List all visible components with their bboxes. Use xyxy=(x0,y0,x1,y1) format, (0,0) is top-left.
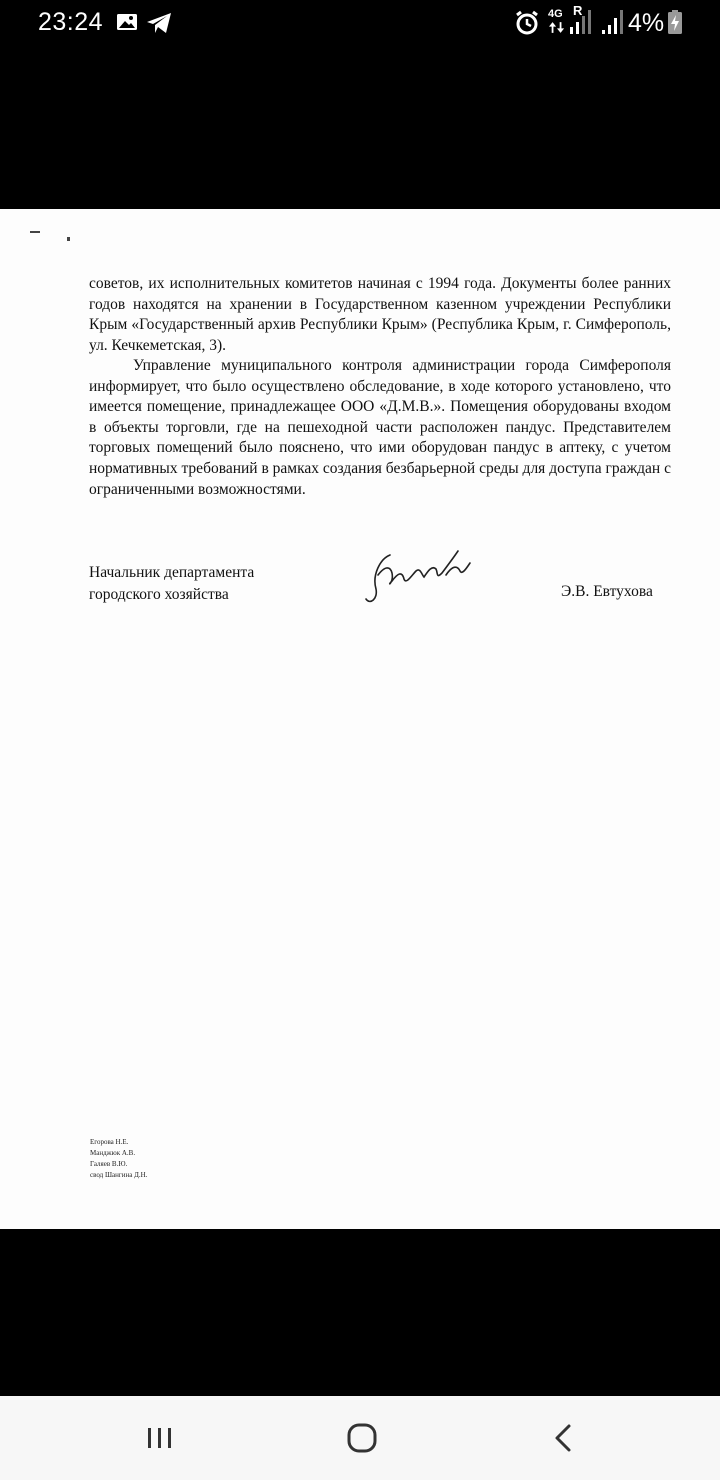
recent-apps-icon xyxy=(140,1420,180,1456)
executor-name: Манджюк А.В. xyxy=(90,1149,136,1157)
position-line: Начальник департамента xyxy=(89,564,255,581)
paragraph-text: Управление муниципального контроля администрации города Симферополя информирует, что было осуществлено обследование, в ходе которого установлено, что имеется помещение, принадлежащее ООО «Д.М.В.». Помещения оборудованы входом в объекты торговли, где на пешеходной части расположен пандус. Представителем торговых помещений было пояснено, что ими оборудован пандус в аптеку, с учетом нормативных требований в рамках создания безбарьерной среды для доступа граждан с ограниченными возможностями. xyxy=(89,357,671,498)
paragraph xyxy=(89,274,671,356)
document-page xyxy=(0,209,720,1229)
battery-charging-icon xyxy=(668,10,682,34)
gallery-icon xyxy=(116,13,138,31)
executor-name: Галяев В.Ю. xyxy=(90,1160,128,1168)
navigation-bar xyxy=(0,1396,720,1480)
clock: 23:24 xyxy=(38,8,104,36)
signal-icon xyxy=(600,10,624,34)
home-icon xyxy=(342,1420,382,1456)
roaming-indicator: R xyxy=(573,3,583,18)
alarm-icon xyxy=(514,10,540,36)
handwritten-signature xyxy=(362,545,474,609)
executor-name: свод Шангина Д.Н. xyxy=(90,1171,148,1179)
executor-name: Егорова Н.Е. xyxy=(90,1138,129,1146)
home-button[interactable] xyxy=(342,1420,382,1456)
data-arrows-icon xyxy=(549,22,565,33)
paragraph-text: советов, их исполнительных комитетов начиная с 1994 года. Документы более ранних годов находятся на хранении в Государственном казенном учреждении Республики Крым «Государственный архив Республики Крым» (Республика Крым, г. Симферополь, ул. Кечкеметская, 3). xyxy=(89,275,671,354)
network-type-label: 4G xyxy=(548,8,563,20)
network-type-indicator xyxy=(548,8,566,36)
back-button[interactable] xyxy=(544,1420,584,1456)
signatory-name: Э.В. Евтухова xyxy=(561,583,653,600)
paragraph xyxy=(89,356,671,500)
status-bar xyxy=(0,0,720,46)
scan-artifact xyxy=(30,231,40,233)
signatory-position xyxy=(89,562,254,605)
position-line: городского хозяйства xyxy=(89,585,229,603)
scan-artifact xyxy=(67,237,70,241)
telegram-icon xyxy=(146,12,172,34)
back-icon xyxy=(544,1420,584,1456)
executors-list xyxy=(90,1137,147,1181)
battery-percentage: 4% xyxy=(628,9,665,37)
recent-apps-button[interactable] xyxy=(140,1420,180,1456)
